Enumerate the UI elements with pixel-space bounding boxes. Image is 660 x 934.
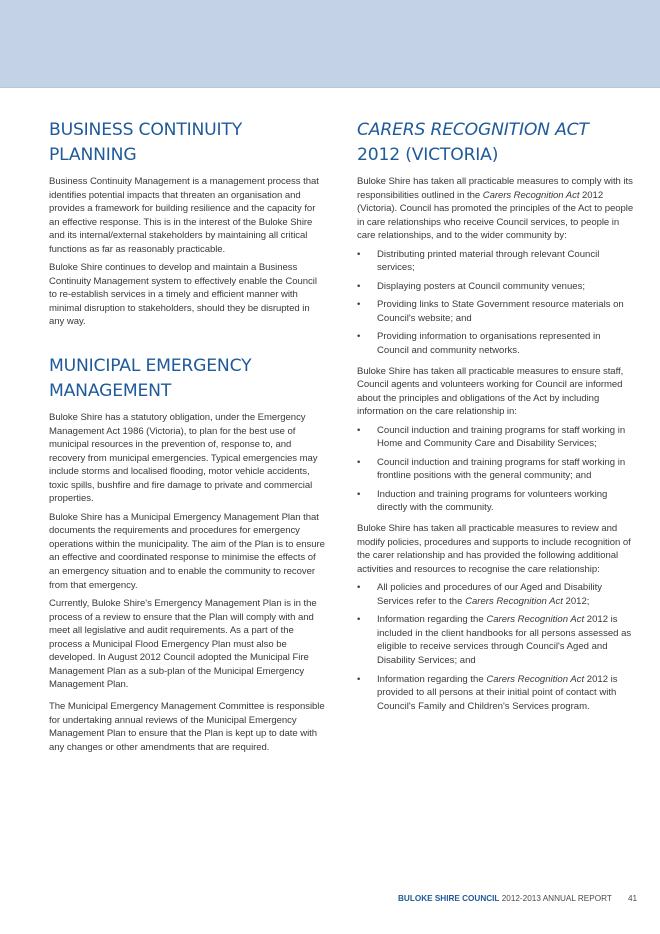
act-name: Carers Recognition Act — [486, 673, 585, 685]
list-item — [357, 613, 634, 667]
text-run: Buloke Shire has taken all practicable measures to comply with its responsibilities outlined in the — [357, 176, 633, 201]
section-title-business-continuity: BUSINESS CONTINUITY PLANNING — [49, 120, 243, 165]
list-item — [357, 456, 634, 483]
bullet-list-training — [357, 424, 634, 515]
paragraph: Buloke Shire has a statutory obligation, under the Emergency Management Act 1986 (Victoria), to plan for the best use of municipal resources in the prevention of, response to, and recovery from municipal emergencies. Typical emergencies may include storms and localised flooding, motor vehicle accidents, toxic spills, bushfire and fire damage to private and commercial properties. — [49, 412, 318, 505]
paragraph: Buloke Shire continues to develop and maintain a Business Continuity Management system to effectively enable the Council to re-establish services in a timely and efficient manner with minimal disruption to stakeholders, should they be disrupted in any way. — [49, 262, 317, 328]
list-item-text: Council induction and training programs for staff working in Home and Community Care and Disability Services; — [377, 424, 626, 450]
bullet-list-promotion — [357, 248, 634, 358]
list-item — [357, 280, 634, 294]
header-band — [0, 0, 660, 88]
list-item — [357, 248, 634, 275]
footer-report-title: 2012-2013 ANNUAL REPORT — [501, 894, 612, 903]
bullet-list-resources — [357, 581, 634, 713]
paragraph: Buloke Shire has a Municipal Emergency Management Plan that documents the requirements and procedures for emergency operations within the municipality. The aim of the Plan is to ensure an effective and coordinated response to minimise the effects of an emergency situation and to enable the community to recover from that emergency. — [49, 511, 325, 591]
text-run: Information regarding the — [377, 673, 487, 685]
bullet-icon: • — [357, 299, 361, 311]
bullet-icon: • — [357, 331, 361, 343]
bullet-icon: • — [357, 614, 361, 626]
bullet-icon: • — [357, 248, 361, 260]
act-name: Carers Recognition Act — [482, 189, 580, 201]
list-item-text: Providing information to organisations represented in Council and community networks. — [377, 331, 601, 357]
act-name: Carers Recognition Act — [486, 614, 585, 626]
paragraph: Buloke Shire has taken all practicable measures to ensure staff, Council agents and volunteers working for Council are informed about the principles and obligations of the Act by including information on the care relationship in: — [357, 365, 624, 418]
paragraph: Buloke Shire has taken all practicable measures to review and modify policies, procedures and supports to include recognition of the carer relationship and has provided the following additional activities and resources to recognise the care relationship: — [357, 523, 631, 575]
page-footer — [398, 894, 637, 903]
section-title-municipal-emergency: MUNICIPAL EMERGENCY MANAGEMENT — [49, 356, 252, 402]
text-run: 2012 is provided to all persons at their initial point of contact with Council's Family and Children's Services program. — [377, 673, 618, 712]
section-title-carers-recognition — [357, 118, 634, 168]
paragraph: Currently, Buloke Shire's Emergency Management Plan is in the process of a review to ensure that the Plan will comply with and meet all legislative and audit requirements. As a part of the process a Municipal Flood Emergency Plan must also be developed. In August 2012 Council adopted the Municipal Fire Management Plan as a sub-plan of the Municipal Emergency Management Plan. — [49, 598, 317, 691]
bullet-icon: • — [357, 488, 361, 500]
text-run: 2012 (Victoria). Council has promoted the principles of the Act to people in care relationships who receive Council services, to people in care relationships, and to the wider community by: — [357, 189, 634, 242]
section-business-continuity — [49, 118, 326, 329]
text-run: Information regarding the — [377, 614, 487, 626]
paragraph: The Municipal Emergency Management Committee is responsible for undertaking annual reviews of the Municipal Emergency Management Plan to ensure that the Plan is kept up to date with any changes or other amendments that are required. — [49, 700, 325, 753]
list-item-text: Displaying posters at Council community venues; — [377, 280, 586, 292]
bullet-icon: • — [357, 456, 361, 468]
bullet-icon: • — [357, 280, 361, 292]
list-item-text: Induction and training programs for volunteers working directly with the community. — [377, 488, 608, 514]
right-column — [357, 118, 634, 720]
list-item-text: Providing links to State Government resource materials on Council's website; and — [377, 299, 624, 324]
bullet-icon: • — [357, 582, 361, 594]
intro-paragraph — [357, 175, 634, 243]
list-item — [357, 581, 634, 608]
bullet-icon: • — [357, 673, 361, 685]
text-run: All policies and procedures of our Aged and Disability Services refer to the — [377, 582, 603, 607]
section-carers-recognition — [357, 118, 634, 713]
list-item — [357, 424, 634, 451]
title-plain-part: 2012 (VICTORIA) — [357, 145, 499, 165]
list-item-text: Council induction and training programs for staff working in frontline positions with the general community; and — [377, 456, 626, 482]
title-italic-part: CARERS RECOGNITION ACT — [357, 120, 589, 140]
page-number: 41 — [627, 894, 638, 903]
text-run: 2012 is included in the client handbooks for all persons assessed as eligible to receive services through Council's Aged and Disability Services; and — [377, 614, 632, 666]
bullet-icon: • — [357, 424, 361, 436]
text-run: 2012; — [562, 595, 590, 607]
act-name: Carers Recognition Act — [465, 595, 563, 607]
list-item — [357, 488, 634, 515]
footer-organisation: BULOKE SHIRE COUNCIL — [398, 894, 500, 903]
list-item — [357, 330, 634, 357]
section-municipal-emergency — [49, 354, 326, 754]
list-item — [357, 673, 634, 714]
list-item-text: Distributing printed material through relevant Council services; — [377, 248, 600, 274]
list-item — [357, 298, 634, 325]
left-column — [49, 118, 326, 759]
paragraph: Business Continuity Management is a management process that identifies potential impacts that threaten an organisation and provides a framework for building resilience and the capacity for an effective response. This is in the interest of the Buloke Shire and its internal/external stakeholders by maintaining all critical functions as far as reasonably practicable. — [49, 176, 319, 255]
